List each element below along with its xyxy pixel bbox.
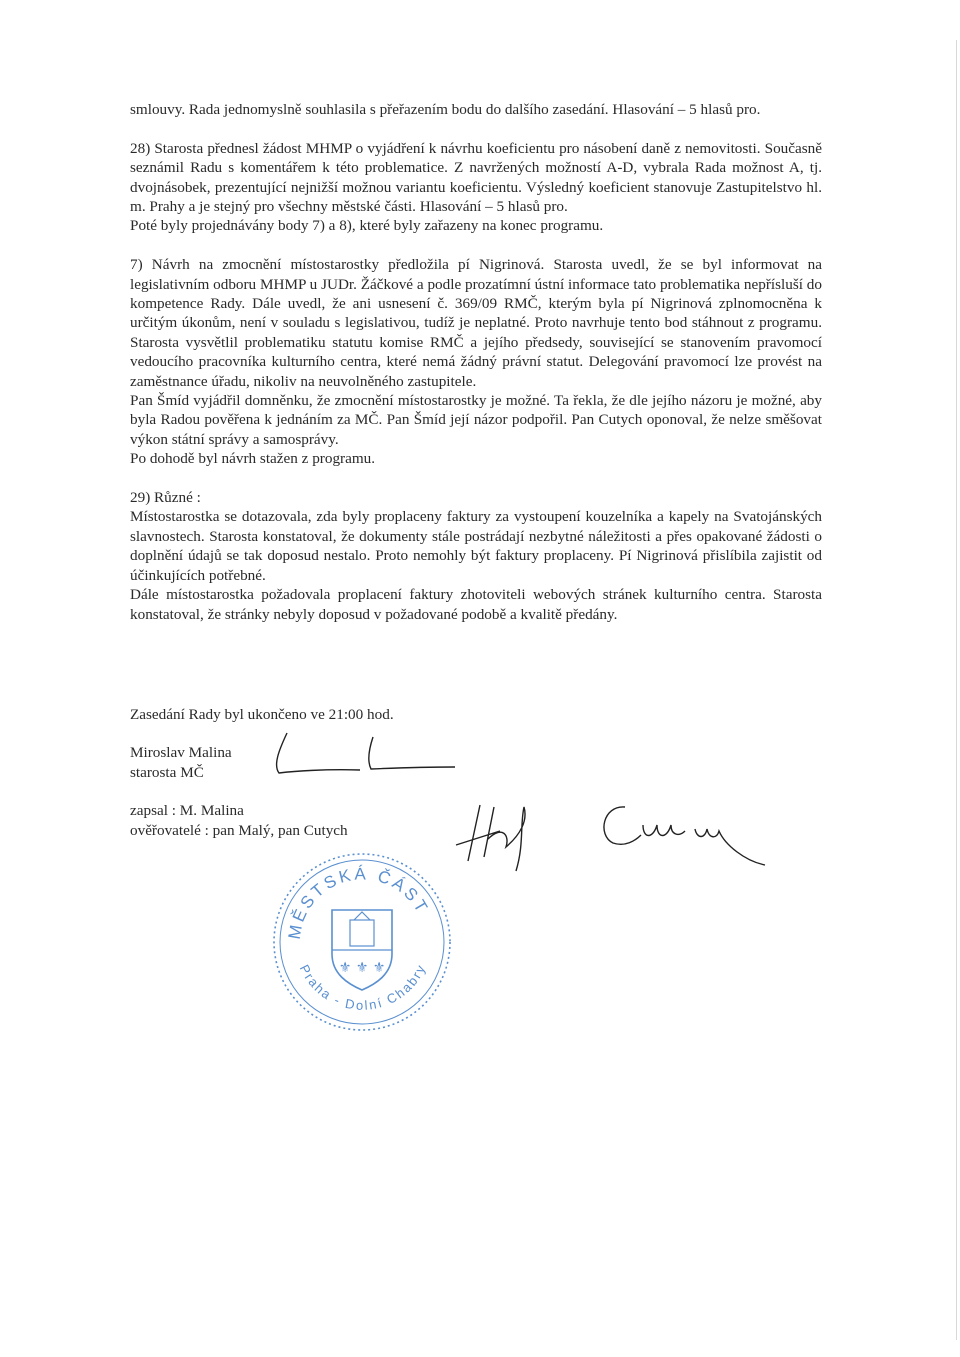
paragraph: Pan Šmíd vyjádřil domněnku, že zmocnění místostarostky je možné. Ta řekla, že dle jejího názoru je možné, aby byla Radou pověřena k jednáním za MČ. Pan Šmíd její názor podpořil. Pan Cutych oponoval, že nelze směšovat výkon státní správy a samosprávy. [130,392,822,448]
verifiers-line: ověřovatelé : pan Malý, pan Cutych [130,822,348,839]
stamp-text-bottom: Praha - Dolní Chabry [296,961,429,1013]
closing-line: Zasedání Rady byl ukončeno ve 21:00 hod. [130,706,394,723]
section-heading-29: 29) Různé : [130,489,201,507]
paragraph-gap [130,469,822,488]
paragraph-gap [130,119,822,138]
signatory-role: starosta MČ [130,764,204,781]
paragraph: Dále místostarostka požadovala proplacení faktury zhotoviteli webových stránek kulturního centra. Starosta konstatoval, že stránky nebyly doposud v požadované podobě a kvalitě předány. [130,586,822,623]
stamp-text-top: MĚSTSKÁ ČÁST [284,864,433,941]
paragraph: Místostarostka se dotazovala, zda byly proplaceny faktury za vystoupení kouzelníka a kapely na Svatojánských slavnostech. Starosta konstatoval, že dokumenty stále postrádají nezbytné náležitosti a přes opakované žádosti o doplnění údajů se tak doposud nestalo. Proto nemohly být faktury proplaceny. Pí Nigrinová přislíbila zajistit od účinkujících potřebné. [130,508,822,584]
page-edge-line [956,40,957,1340]
recorder-line: zapsal : M. Malina [130,802,244,819]
signatory-name: Miroslav Malina [130,744,232,761]
fleur-de-lis-icon: ⚜ ⚜ ⚜ [338,960,386,976]
recorder-signature [450,795,560,875]
official-stamp-seal [270,850,455,1035]
verifier-signature [595,795,785,875]
minutes-body [130,100,822,624]
paragraph: Po dohodě byl návrh stažen z programu. [130,450,376,468]
paragraph: smlouvy. Rada jednomyslně souhlasila s přeřazením bodu do dalšího zasedání. Hlasování – 5 hlasů pro. [130,101,761,118]
paragraph-item-28: 28) Starosta přednesl žádost MHMP o vyjádření k návrhu koeficientu pro násobení daně z nemovitosti. Současně seznámil Radu s komentářem k této problematice. Z navržených možností A-D, vybrala Rada možnost A, tj. dvojnásobek, prezentující nejnižší možnou variantu koeficientu. Výsledný koeficient stanovuje Zastupitelstvo hl. m. Prahy a je stejný pro všechny městské části. Hlasování – 5 hlasů pro. [130,139,822,216]
paragraph: Poté byly projednávány body 7) a 8), které byly zařazeny na konec programu. [130,217,604,235]
paragraph-item-7: 7) Návrh na zmocnění místostarostky předložila pí Nigrinová. Starosta uvedl, že se byl informovat na legislativním odboru MHMP u JUDr. Žáčkové a podle prozatímní ústní informace tato problematika nepřísluší do kompetence Rady. Dále uvedl, že ani usnesení č. 369/09 RMČ, kterým byla pí Nigrinová zplnomocněna k určitým úkonům, není v souladu s legislativou, tudíž je neplatné. Proto navrhuje tento bod stáhnout z programu. Starosta vysvětlil problematiku statutu komise RMČ a jejího předsedy, související se stanovením pravomocí vedoucího pracovníka kulturního centra, které nemá žádný právní statut. Delegování pravomocí lze provést na zaměstnance úřadu, nikoliv na neuvolněného zastupitele. [130,256,822,390]
paragraph-gap [130,236,822,255]
mayor-signature [265,725,465,785]
